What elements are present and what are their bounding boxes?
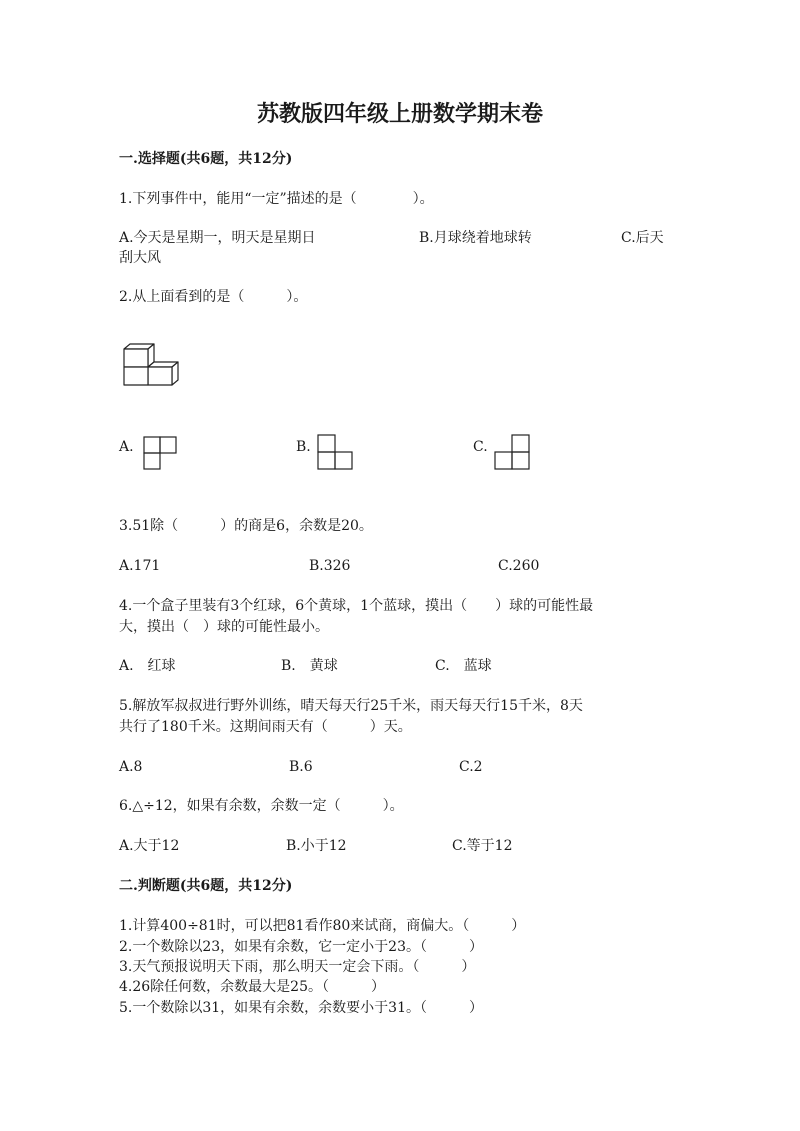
question-4-option-c: C. 蓝球 xyxy=(435,658,492,674)
question-1-option-c-continued: 刮大风 xyxy=(119,250,161,266)
question-2-option-a: A. xyxy=(119,439,134,455)
question-6-option-a: A.大于12 xyxy=(119,838,180,854)
section-heading-choice: 一.选择题(共6题，共12分) xyxy=(119,151,293,167)
question-3-stem: 3.51除（ ）的商是6，余数是20。 xyxy=(119,518,373,534)
question-5-option-c: C.2 xyxy=(459,759,483,775)
page-title: 苏教版四年级上册数学期末卷 xyxy=(256,101,543,127)
question-3-option-a: A.171 xyxy=(119,558,161,574)
question-5-line-1: 5.解放军叔叔进行野外训练，晴天每天行25千米，雨天每天行15千米，8天 xyxy=(119,698,583,714)
question-3-option-c: C.260 xyxy=(498,558,540,574)
section-heading-true-false: 二.判断题(共6题，共12分) xyxy=(119,878,293,894)
question-1-option-a: A.今天是星期一，明天是星期日 xyxy=(119,230,316,246)
question-2-stem: 2.从上面看到的是（ ）。 xyxy=(119,289,308,305)
question-1-option-b: B.月球绕着地球转 xyxy=(419,230,532,246)
question-5-line-2: 共行了180千米。这期间雨天有（ ）天。 xyxy=(119,719,412,735)
true-false-item-2: 2.一个数除以23，如果有余数，它一定小于23。（ ） xyxy=(119,939,483,955)
question-2-option-c: C. xyxy=(473,439,488,455)
true-false-item-4: 4.26除任何数，余数最大是25。（ ） xyxy=(119,979,385,995)
option-b-top-view-figure xyxy=(317,434,353,470)
true-false-item-5: 5.一个数除以31，如果有余数，余数要小于31。（ ） xyxy=(119,1000,483,1016)
question-5-option-a: A.8 xyxy=(119,759,143,775)
question-1-option-c: C.后天 xyxy=(621,230,664,246)
question-6-option-b: B.小于12 xyxy=(286,838,347,854)
option-c-top-view-figure xyxy=(494,434,530,470)
question-4-line-1: 4.一个盒子里装有3个红球，6个黄球，1个蓝球，摸出（ ）球的可能性最 xyxy=(119,598,594,614)
question-3-option-b: B.326 xyxy=(309,558,351,574)
option-a-top-view-figure xyxy=(143,436,179,470)
question-1-stem: 1.下列事件中，能用“一定”描述的是（ ）。 xyxy=(119,191,434,207)
question-2-option-b: B. xyxy=(296,439,311,455)
question-6-option-c: C.等于12 xyxy=(452,838,513,854)
question-4-option-a: A. 红球 xyxy=(119,658,176,674)
cube-stack-figure xyxy=(120,343,182,387)
true-false-item-3: 3.天气预报说明天下雨，那么明天一定会下雨。（ ） xyxy=(119,959,476,975)
true-false-item-1: 1.计算400÷81时，可以把81看作80来试商，商偏大。（ ） xyxy=(119,918,526,934)
question-5-option-b: B.6 xyxy=(289,759,313,775)
question-4-line-2: 大，摸出（ ）球的可能性最小。 xyxy=(119,619,329,635)
question-4-option-b: B. 黄球 xyxy=(281,658,338,674)
question-6-stem: 6.△÷12，如果有余数，余数一定（ ）。 xyxy=(119,798,404,814)
